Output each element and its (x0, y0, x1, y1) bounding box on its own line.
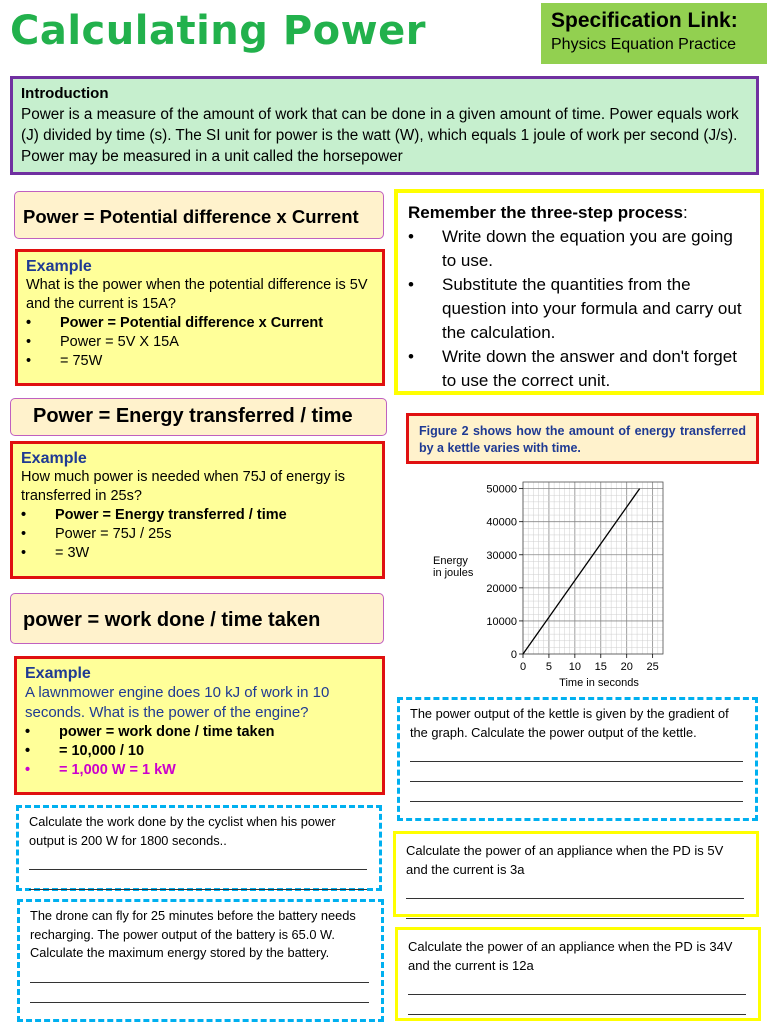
spec-heading: Specification Link: (551, 9, 738, 32)
y-tick-label: 0 (510, 649, 517, 661)
example-1-box (15, 249, 385, 386)
remember-step: • Substitute the quantities from the question into your formula and carry out the calculation. (408, 273, 750, 345)
example-3-step: • = 10,000 / 10 (25, 742, 374, 761)
example-2-step: • Power = Energy transferred / time (21, 506, 374, 525)
example-1-step: • = 75W (26, 352, 374, 371)
question-cyclist-work (16, 805, 382, 891)
x-tick-label: 15 (594, 661, 607, 673)
example-3-box (14, 656, 385, 795)
answer-line[interactable] (30, 963, 369, 983)
equation-power-pd-current: Power = Potential difference x Current (14, 191, 384, 239)
specification-link-box (541, 3, 767, 64)
question-appliance-power-2 (395, 927, 761, 1021)
remember-step: • Write down the equation you are going to use. (408, 225, 750, 273)
x-tick-label: 20 (620, 661, 633, 673)
question-drone-energy (17, 899, 384, 1022)
x-tick-label: 0 (519, 661, 527, 673)
page-title: Calculating Power (10, 8, 426, 54)
answer-line[interactable] (29, 870, 367, 890)
answer-line[interactable] (410, 762, 743, 782)
example-3-question: A lawnmower engine does 10 kJ of work in 10 seconds. What is the power of the engine? (25, 684, 330, 721)
example-2-box (10, 441, 385, 579)
example-2-question: How much power is needed when 75J of energy is transferred in 25s? (21, 469, 346, 504)
question-text: The drone can fly for 25 minutes before the battery needs recharging. The power output of the battery is 65.0 W. Calculate the maximum energy stored by the battery. (30, 908, 356, 960)
three-step-process-box (394, 189, 764, 395)
figure-2-caption: Figure 2 shows how the amount of energy transferred by a kettle varies with time. (406, 413, 759, 464)
energy-time-graph (425, 474, 725, 690)
x-tick-label: 25 (646, 661, 659, 673)
y-axis-label-line: Energy (433, 555, 468, 567)
y-tick-label: 50000 (486, 483, 517, 496)
y-tick-label: 30000 (486, 549, 517, 562)
remember-heading: Remember the three-step process: (408, 203, 688, 222)
x-tick-label: 10 (568, 661, 581, 673)
graph-svg (425, 474, 725, 690)
answer-line[interactable] (410, 742, 743, 762)
answer-line[interactable] (408, 975, 746, 995)
answer-line[interactable] (406, 879, 744, 899)
y-axis-label-line: in joules (433, 567, 474, 579)
intro-heading: Introduction (21, 85, 109, 102)
introduction-box (10, 76, 759, 175)
remember-step: • Write down the answer and don't forget to use the correct unit. (408, 345, 750, 393)
question-appliance-power-1 (393, 831, 759, 917)
spec-subtitle: Physics Equation Practice (551, 36, 736, 53)
intro-text: Power is a measure of the amount of work that can be done in a given amount of time. Power equals work (J) divided by time (s). The SI unit for power is the watt (W), which equals 1 joule of work per second (J/s). Power may be measured in a unit called the horsepower (21, 106, 739, 165)
example-3-step: • = 1,000 W = 1 kW (25, 761, 374, 780)
question-text: Calculate the power of an appliance when the PD is 34V and the current is 12a (408, 939, 733, 973)
example-3-step: • power = work done / time taken (25, 723, 374, 742)
equation-power-work-time: power = work done / time taken (10, 593, 384, 644)
answer-line[interactable] (29, 850, 367, 870)
answer-line[interactable] (408, 995, 746, 1015)
question-kettle-power (397, 697, 758, 821)
x-axis-label: Time in seconds (559, 677, 639, 689)
example-2-step: • Power = 75J / 25s (21, 525, 374, 544)
example-3-heading: Example (25, 665, 91, 682)
x-tick-label: 5 (545, 661, 552, 673)
y-tick-label: 40000 (486, 516, 517, 529)
answer-line[interactable] (30, 983, 369, 1003)
example-2-heading: Example (21, 450, 87, 467)
question-text: Calculate the power of an appliance when the PD is 5V and the current is 3a (406, 843, 724, 877)
answer-line[interactable] (410, 782, 743, 802)
data-series-line (523, 489, 640, 654)
y-tick-label: 20000 (486, 582, 517, 595)
equation-power-energy-time: Power = Energy transferred / time (10, 398, 387, 436)
example-1-step: • Power = 5V X 15A (26, 333, 374, 352)
answer-line[interactable] (406, 899, 744, 919)
example-1-step: • Power = Potential difference x Current (26, 314, 374, 333)
example-2-step: • = 3W (21, 544, 374, 563)
example-1-heading: Example (26, 258, 92, 275)
question-text: The power output of the kettle is given by the gradient of the graph. Calculate the power output of the kettle. (410, 706, 729, 740)
question-text: Calculate the work done by the cyclist when his power output is 200 W for 1800 seconds.. (29, 814, 336, 848)
y-tick-label: 10000 (486, 615, 517, 628)
example-1-question: What is the power when the potential difference is 5V and the current is 15A? (26, 277, 368, 312)
